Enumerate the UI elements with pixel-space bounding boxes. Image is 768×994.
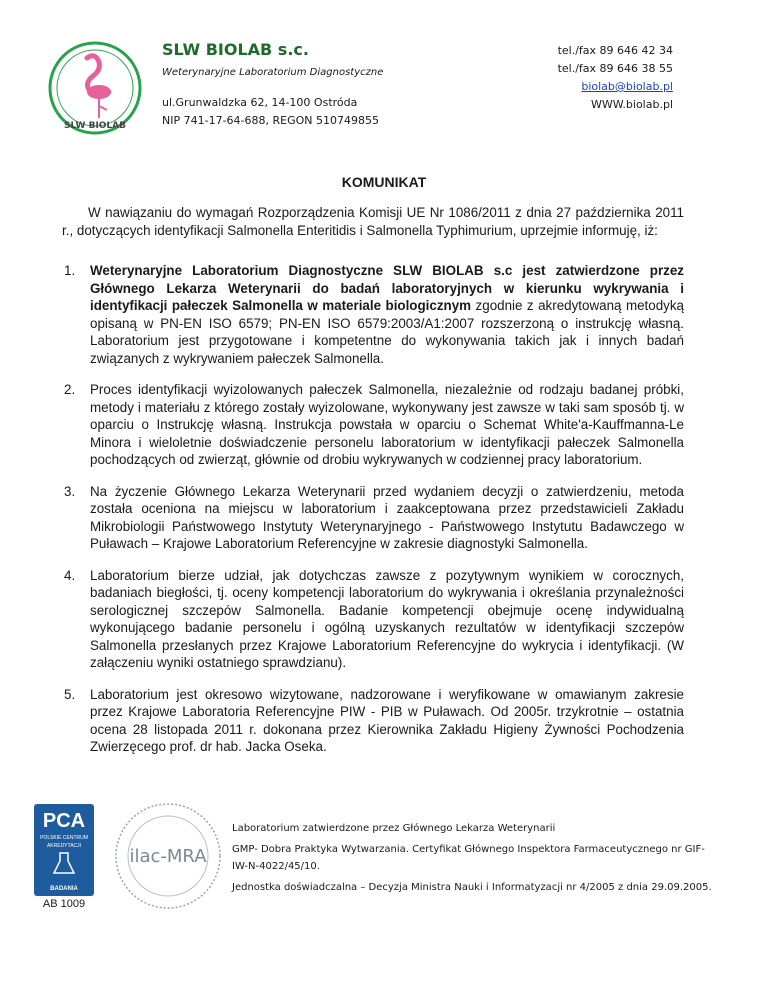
footer-line: GMP- Dobra Praktyka Wytwarzania. Certyfikat Głównego Inspektora Farmaceutycznego nr GIF-IW-N-4022/45/10. [232, 844, 705, 872]
list-item: 4. Laboratorium bierze udział, jak dotychczas zawsze z pozytywnym wynikiem w corocznych, badaniach biegłości, tj. oceny kompetencji laboratorium do wykrywania i określania przynależności serologicznej szczepów Salmonella. Badanie kompetencji obejmuje ocenę indywidualną wykonującego badanie personelu i ogólną uzyskanych rezultatów w identyfikacji szczepów Salmonella przesłanych przez Krajowe Laboratorium Referencyjne do wykrycia i identyfikacji. (W załączeniu wyniki ostatniego sprawdzianu). [64, 567, 684, 670]
list-item: 1. Weterynaryjne Laboratorium Diagnostyczne SLW BIOLAB s.c jest zatwierdzone przez Głównego Lekarza Weterynarii do badań laboratoryjnych w kierunku wykrywania i identyfikacji pałeczek Salmonella w materiale biologicznym zgodnie z akredytowaną metodyką opisaną w PN-EN ISO 6579; PN-EN ISO 6579:2003/A1:2007 rozszerzoną o instrukcję własną. Laboratorium jest przygotowane i kompetentne do wykonywania takich jak i innych badań związanych z wykrywaniem pałeczek Salmonella. [64, 263, 684, 366]
svg-text:ilac-MRA: ilac-MRA [129, 846, 207, 867]
footer-notes [232, 820, 712, 900]
accreditation-number: AB 1009 [42, 898, 86, 910]
list-item: 3. Na życzenie Głównego Lekarza Weterynarii przed wydaniem decyzji o zatwierdzeniu, metoda została oceniona na miejscu w laboratorium i zaakceptowana przez przedstawicieli Zakładu Mikrobiologii Państwowego Instytuty Weterynaryjnego - Państwowego Instytutu Badawczego w Puławach – Krajowe Laboratorium Referencyjne w zakresie diagnostyki Salmonella. [64, 483, 684, 551]
flask-icon [34, 849, 94, 877]
footer-line: Jednostka doświadczalna – Decyzja Ministra Nauki i Informatyzacji nr 4/2005 z dnia 29.09.2005. [232, 882, 712, 893]
phone-1: tel./fax 89 646 42 34 [557, 44, 673, 57]
ilac-mra-logo [112, 800, 224, 912]
tax-id-line: NIP 741-17-64-688, REGON 510749855 [162, 114, 379, 127]
address-line: ul.Grunwaldzka 62, 14-100 Ostróda [162, 96, 358, 109]
website: WWW.biolab.pl [591, 98, 673, 111]
company-name: SLW BIOLAB s.c. [162, 40, 309, 59]
numbered-list [64, 262, 684, 770]
company-subtitle: Weterynaryjne Laboratorium Diagnostyczne [162, 67, 384, 78]
logo-text: SLW BIOLAB [64, 121, 126, 131]
list-item: 2. Proces identyfikacji wyizolowanych pałeczek Salmonella, niezależnie od rodzaju badanej próbki, metody i materiału z którego zostały wyizolowane, wykonywany jest zawsze w taki sam sposób tj. w oparciu o Instrukcję własną. Instrukcja powstała w oparciu o Schemat White'a-Kauffmanna-Le Minora i wieloletnie doświadczenie personelu laboratorium w identyfikacji pałeczek Salmonella pochodzących od zwierząt, głównie od drobiu wykrywanych w codziennej pracy laboratorium. [64, 382, 684, 467]
company-logo [47, 40, 143, 136]
company-info [162, 40, 383, 130]
document-title: KOMUNIKAT [341, 174, 427, 190]
phone-2: tel./fax 89 646 38 55 [557, 62, 673, 75]
contact-block [558, 42, 673, 114]
footer-line: Laboratorium zatwierdzone przez Głównego Lekarza Weterynarii [232, 823, 556, 834]
email-link[interactable]: biolab@biolab.pl [581, 80, 673, 93]
pca-accreditation-logo: PCA POLSKIE CENTRUM AKREDYTACJI BADANIA AB 1009 [34, 804, 94, 910]
intro-paragraph: W nawiązaniu do wymagań Rozporządzenia Komisji UE Nr 1086/2011 z dnia 27 października 2011 r., dotyczących identyfikacji Salmonella Enteritidis i Salmonella Typhimurium, uprzejmie informuję, iż: [62, 205, 684, 238]
list-item: 5. Laboratorium jest okresowo wizytowane, nadzorowane i weryfikowane w omawianym zakresie przez Krajowe Laboratoria Referencyjne PIW - PIB w Puławach. Od 2005r. trzykrotnie – ostatnia ocena 28 listopada 2011 r. dokonana przez Kierownika Zakładu Higieny Żywności Pochodzenia Zwierzęcego prof. dr hab. Jacka Oseka. [64, 686, 684, 754]
